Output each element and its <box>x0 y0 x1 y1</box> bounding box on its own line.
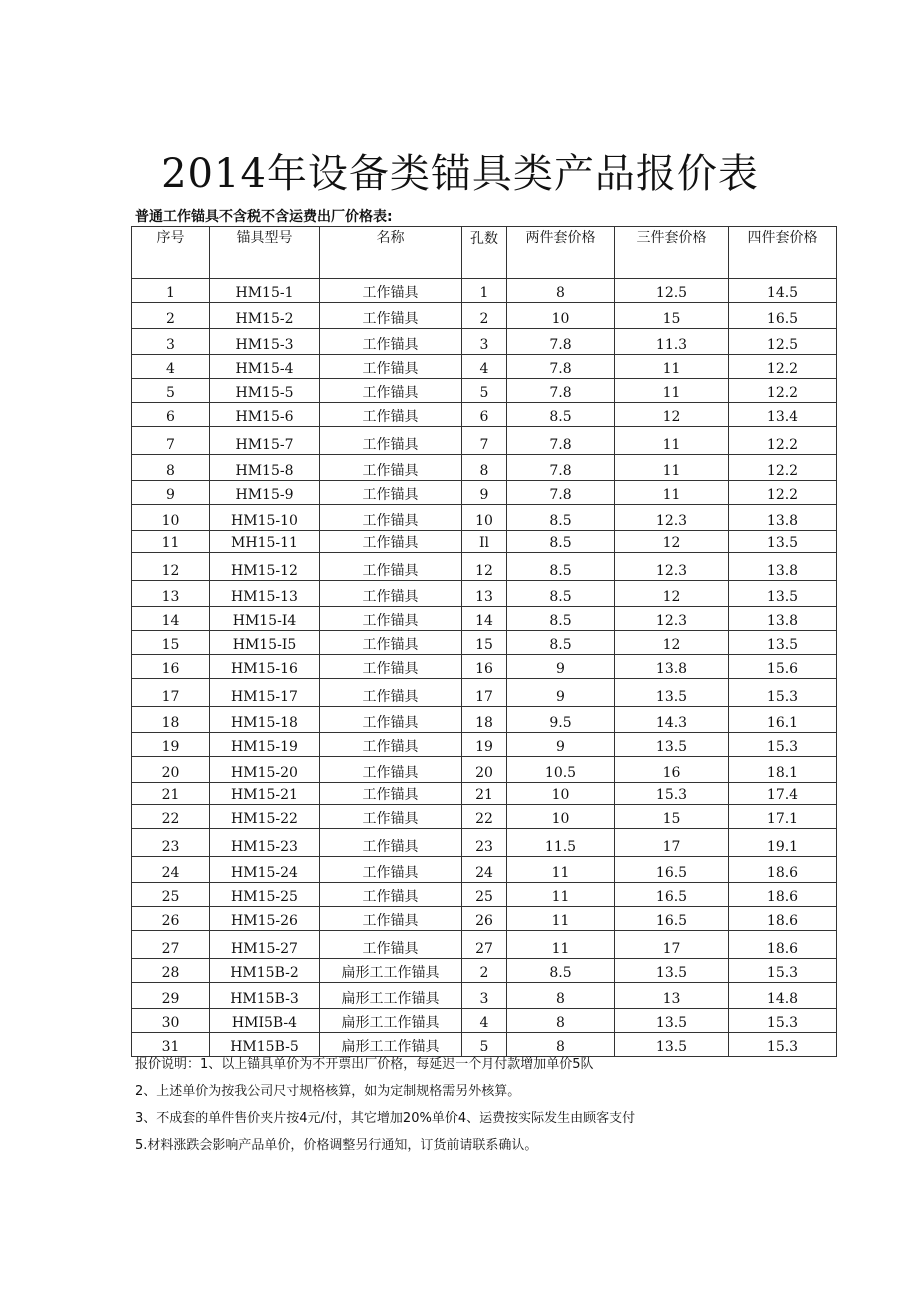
cell-seq: 4 <box>132 355 210 379</box>
cell-three-piece-price: 11.3 <box>615 329 729 355</box>
note-line: 2、上述单价为按我公司尺寸规格核算，如为定制规格需另外核算。 <box>135 1084 521 1099</box>
cell-name: 工作锚具 <box>320 655 462 679</box>
cell-name: 工作锚具 <box>320 329 462 355</box>
cell-two-piece-price: 7.8 <box>507 329 615 355</box>
cell-seq: 26 <box>132 907 210 931</box>
cell-holes: 21 <box>462 783 507 805</box>
table-row <box>132 303 837 329</box>
cell-name: 工作锚具 <box>320 783 462 805</box>
cell-holes: 22 <box>462 805 507 829</box>
table-row <box>132 427 837 455</box>
table-row <box>132 733 837 757</box>
cell-three-piece-price: 11 <box>615 379 729 403</box>
header-name: 名称 <box>320 227 462 279</box>
cell-two-piece-price: 8.5 <box>507 531 615 553</box>
cell-three-piece-price: 12.3 <box>615 505 729 531</box>
cell-four-piece-price: 13.5 <box>729 631 837 655</box>
cell-name: 工作锚具 <box>320 531 462 553</box>
table-row <box>132 607 837 631</box>
cell-four-piece-price: 18.6 <box>729 857 837 883</box>
cell-four-piece-price: 17.1 <box>729 805 837 829</box>
cell-model: HM15-20 <box>210 757 320 783</box>
cell-holes: 8 <box>462 455 507 481</box>
cell-four-piece-price: 12.2 <box>729 355 837 379</box>
cell-three-piece-price: 15 <box>615 303 729 329</box>
cell-two-piece-price: 11 <box>507 883 615 907</box>
cell-model: HMI5B-4 <box>210 1009 320 1033</box>
table-row <box>132 1009 837 1033</box>
cell-three-piece-price: 12 <box>615 403 729 427</box>
cell-model: HM15B-2 <box>210 959 320 983</box>
cell-three-piece-price: 12 <box>615 631 729 655</box>
cell-seq: 24 <box>132 857 210 883</box>
cell-four-piece-price: 13.8 <box>729 607 837 631</box>
cell-two-piece-price: 10 <box>507 805 615 829</box>
cell-name: 扁形工工作锚具 <box>320 1009 462 1033</box>
cell-model: HM15-9 <box>210 481 320 505</box>
cell-name: 工作锚具 <box>320 403 462 427</box>
cell-four-piece-price: 17.4 <box>729 783 837 805</box>
cell-model: HM15-21 <box>210 783 320 805</box>
cell-model: HM15-1 <box>210 279 320 303</box>
cell-seq: 18 <box>132 707 210 733</box>
cell-name: 扁形工工作锚具 <box>320 1033 462 1057</box>
cell-name: 工作锚具 <box>320 907 462 931</box>
cell-holes: 16 <box>462 655 507 679</box>
table-row <box>132 531 837 553</box>
cell-holes: 19 <box>462 733 507 757</box>
cell-holes: 5 <box>462 1033 507 1057</box>
note-line: 5.材料涨跌会影响产品单价，价格调整另行通知，订货前请联系确认。 <box>135 1138 538 1153</box>
cell-holes: 20 <box>462 757 507 783</box>
table-row <box>132 679 837 707</box>
table-header-row <box>132 227 837 279</box>
cell-three-piece-price: 17 <box>615 829 729 857</box>
cell-four-piece-price: 15.3 <box>729 1009 837 1033</box>
cell-seq: 20 <box>132 757 210 783</box>
cell-name: 工作锚具 <box>320 679 462 707</box>
cell-holes: 25 <box>462 883 507 907</box>
cell-holes: 2 <box>462 959 507 983</box>
cell-three-piece-price: 13.5 <box>615 1009 729 1033</box>
header-seq: 序号 <box>132 227 210 279</box>
cell-three-piece-price: 11 <box>615 427 729 455</box>
note-line: 3、不成套的单件售价夹片按4元/付，其它增加20%单价4、运费按实际发生由顾客支付 <box>135 1111 636 1126</box>
cell-name: 工作锚具 <box>320 757 462 783</box>
table-row <box>132 481 837 505</box>
cell-four-piece-price: 15.6 <box>729 655 837 679</box>
cell-two-piece-price: 8.5 <box>507 607 615 631</box>
cell-two-piece-price: 11 <box>507 931 615 959</box>
cell-name: 工作锚具 <box>320 455 462 481</box>
price-table <box>131 226 837 1057</box>
cell-three-piece-price: 11 <box>615 481 729 505</box>
cell-four-piece-price: 12.2 <box>729 455 837 481</box>
cell-model: HM15-I5 <box>210 631 320 655</box>
cell-seq: 23 <box>132 829 210 857</box>
cell-four-piece-price: 12.2 <box>729 427 837 455</box>
cell-holes: 23 <box>462 829 507 857</box>
cell-name: 工作锚具 <box>320 505 462 531</box>
cell-model: HM15-7 <box>210 427 320 455</box>
cell-seq: 2 <box>132 303 210 329</box>
cell-holes: 4 <box>462 1009 507 1033</box>
cell-four-piece-price: 18.6 <box>729 883 837 907</box>
cell-three-piece-price: 16.5 <box>615 857 729 883</box>
cell-three-piece-price: 16.5 <box>615 907 729 931</box>
cell-four-piece-price: 12.5 <box>729 329 837 355</box>
cell-two-piece-price: 11 <box>507 907 615 931</box>
cell-two-piece-price: 8.5 <box>507 403 615 427</box>
cell-model: HM15-4 <box>210 355 320 379</box>
table-body <box>132 279 837 1057</box>
cell-two-piece-price: 9 <box>507 679 615 707</box>
cell-seq: 12 <box>132 553 210 581</box>
cell-name: 工作锚具 <box>320 607 462 631</box>
cell-model: HM15-10 <box>210 505 320 531</box>
cell-holes: 3 <box>462 983 507 1009</box>
cell-seq: 28 <box>132 959 210 983</box>
table-row <box>132 581 837 607</box>
cell-seq: 5 <box>132 379 210 403</box>
cell-seq: 27 <box>132 931 210 959</box>
cell-model: HM15-3 <box>210 329 320 355</box>
cell-name: 工作锚具 <box>320 581 462 607</box>
cell-seq: 21 <box>132 783 210 805</box>
cell-holes: 7 <box>462 427 507 455</box>
cell-seq: 8 <box>132 455 210 481</box>
cell-two-piece-price: 11.5 <box>507 829 615 857</box>
table-row <box>132 757 837 783</box>
cell-two-piece-price: 7.8 <box>507 427 615 455</box>
header-model: 锚具型号 <box>210 227 320 279</box>
cell-model: HM15-22 <box>210 805 320 829</box>
table-row <box>132 907 837 931</box>
cell-four-piece-price: 15.3 <box>729 1033 837 1057</box>
cell-three-piece-price: 12 <box>615 531 729 553</box>
cell-four-piece-price: 16.1 <box>729 707 837 733</box>
cell-holes: 3 <box>462 329 507 355</box>
cell-holes: 18 <box>462 707 507 733</box>
cell-name: 工作锚具 <box>320 279 462 303</box>
table-row <box>132 455 837 481</box>
cell-holes: 17 <box>462 679 507 707</box>
cell-holes: 13 <box>462 581 507 607</box>
cell-three-piece-price: 11 <box>615 355 729 379</box>
cell-four-piece-price: 16.5 <box>729 303 837 329</box>
cell-seq: 29 <box>132 983 210 1009</box>
cell-two-piece-price: 8 <box>507 1033 615 1057</box>
cell-three-piece-price: 13.5 <box>615 959 729 983</box>
table-row <box>132 505 837 531</box>
cell-holes: 15 <box>462 631 507 655</box>
cell-two-piece-price: 8.5 <box>507 505 615 531</box>
table-subtitle: 普通工作锚具不含税不含运费出厂价格表: <box>135 209 393 225</box>
cell-two-piece-price: 11 <box>507 857 615 883</box>
table-row <box>132 553 837 581</box>
cell-holes: 26 <box>462 907 507 931</box>
table-row <box>132 329 837 355</box>
table-row <box>132 983 837 1009</box>
cell-two-piece-price: 10 <box>507 303 615 329</box>
header-four-piece-price: 四件套价格 <box>729 227 837 279</box>
cell-model: HM15-12 <box>210 553 320 581</box>
cell-two-piece-price: 8 <box>507 1009 615 1033</box>
cell-seq: 10 <box>132 505 210 531</box>
cell-seq: 30 <box>132 1009 210 1033</box>
cell-seq: 31 <box>132 1033 210 1057</box>
cell-name: 工作锚具 <box>320 427 462 455</box>
cell-three-piece-price: 15.3 <box>615 783 729 805</box>
cell-four-piece-price: 14.8 <box>729 983 837 1009</box>
cell-seq: 15 <box>132 631 210 655</box>
table-row <box>132 655 837 679</box>
cell-model: HM15-13 <box>210 581 320 607</box>
header-two-piece-price: 两件套价格 <box>507 227 615 279</box>
cell-two-piece-price: 7.8 <box>507 355 615 379</box>
cell-name: 工作锚具 <box>320 553 462 581</box>
table-row <box>132 805 837 829</box>
cell-two-piece-price: 10.5 <box>507 757 615 783</box>
cell-three-piece-price: 12 <box>615 581 729 607</box>
note-line: 报价说明：1、以上锚具单价为不开票出厂价格，每延迟一个月付款增加单价5队 <box>135 1057 594 1072</box>
cell-four-piece-price: 12.2 <box>729 379 837 403</box>
cell-four-piece-price: 15.3 <box>729 733 837 757</box>
cell-model: HM15-I4 <box>210 607 320 631</box>
cell-seq: 9 <box>132 481 210 505</box>
cell-seq: 19 <box>132 733 210 757</box>
cell-seq: 11 <box>132 531 210 553</box>
cell-model: HM15B-5 <box>210 1033 320 1057</box>
cell-model: HM15-16 <box>210 655 320 679</box>
cell-four-piece-price: 18.6 <box>729 931 837 959</box>
cell-name: 工作锚具 <box>320 805 462 829</box>
page-title: 2014年设备类锚具类产品报价表 <box>161 151 759 197</box>
cell-holes: 27 <box>462 931 507 959</box>
cell-holes: 9 <box>462 481 507 505</box>
cell-four-piece-price: 13.5 <box>729 531 837 553</box>
cell-two-piece-price: 7.8 <box>507 455 615 481</box>
cell-four-piece-price: 15.3 <box>729 679 837 707</box>
cell-four-piece-price: 15.3 <box>729 959 837 983</box>
table-row <box>132 931 837 959</box>
cell-two-piece-price: 8.5 <box>507 631 615 655</box>
cell-seq: 22 <box>132 805 210 829</box>
cell-two-piece-price: 8 <box>507 279 615 303</box>
cell-three-piece-price: 13.5 <box>615 1033 729 1057</box>
header-three-piece-price: 三件套价格 <box>615 227 729 279</box>
cell-name: 工作锚具 <box>320 733 462 757</box>
cell-two-piece-price: 7.8 <box>507 481 615 505</box>
cell-four-piece-price: 13.8 <box>729 505 837 531</box>
cell-model: HM15-19 <box>210 733 320 757</box>
cell-two-piece-price: 10 <box>507 783 615 805</box>
cell-name: 工作锚具 <box>320 303 462 329</box>
cell-holes: 4 <box>462 355 507 379</box>
cell-name: 工作锚具 <box>320 829 462 857</box>
cell-seq: 25 <box>132 883 210 907</box>
table-row <box>132 279 837 303</box>
cell-two-piece-price: 9 <box>507 733 615 757</box>
table-row <box>132 829 837 857</box>
cell-two-piece-price: 8.5 <box>507 959 615 983</box>
cell-three-piece-price: 11 <box>615 455 729 481</box>
cell-seq: 3 <box>132 329 210 355</box>
cell-holes: 10 <box>462 505 507 531</box>
cell-four-piece-price: 13.4 <box>729 403 837 427</box>
cell-name: 扁形工工作锚具 <box>320 983 462 1009</box>
cell-four-piece-price: 18.1 <box>729 757 837 783</box>
cell-model: MH15-11 <box>210 531 320 553</box>
cell-two-piece-price: 8.5 <box>507 581 615 607</box>
cell-model: HM15-24 <box>210 857 320 883</box>
cell-three-piece-price: 13.5 <box>615 733 729 757</box>
cell-holes: 12 <box>462 553 507 581</box>
price-notes <box>135 1051 635 1159</box>
cell-three-piece-price: 13.5 <box>615 679 729 707</box>
cell-three-piece-price: 13 <box>615 983 729 1009</box>
cell-name: 工作锚具 <box>320 857 462 883</box>
cell-holes: 14 <box>462 607 507 631</box>
cell-model: HM15-8 <box>210 455 320 481</box>
cell-two-piece-price: 9 <box>507 655 615 679</box>
table-row <box>132 707 837 733</box>
cell-four-piece-price: 18.6 <box>729 907 837 931</box>
cell-four-piece-price: 13.5 <box>729 581 837 607</box>
cell-model: HM15-6 <box>210 403 320 427</box>
cell-four-piece-price: 19.1 <box>729 829 837 857</box>
cell-seq: 1 <box>132 279 210 303</box>
table-row <box>132 857 837 883</box>
cell-four-piece-price: 14.5 <box>729 279 837 303</box>
table-row <box>132 883 837 907</box>
cell-holes: 1 <box>462 279 507 303</box>
cell-model: HM15-18 <box>210 707 320 733</box>
table-row <box>132 631 837 655</box>
cell-two-piece-price: 8 <box>507 983 615 1009</box>
cell-name: 工作锚具 <box>320 707 462 733</box>
cell-seq: 16 <box>132 655 210 679</box>
cell-model: HM15-23 <box>210 829 320 857</box>
cell-three-piece-price: 12.3 <box>615 553 729 581</box>
cell-three-piece-price: 16.5 <box>615 883 729 907</box>
cell-name: 工作锚具 <box>320 379 462 403</box>
cell-three-piece-price: 12.3 <box>615 607 729 631</box>
table-row <box>132 959 837 983</box>
cell-name: 工作锚具 <box>320 355 462 379</box>
cell-model: HM15-26 <box>210 907 320 931</box>
cell-three-piece-price: 17 <box>615 931 729 959</box>
cell-name: 工作锚具 <box>320 631 462 655</box>
cell-model: HM15B-3 <box>210 983 320 1009</box>
cell-name: 扁形工工作锚具 <box>320 959 462 983</box>
cell-model: HM15-25 <box>210 883 320 907</box>
cell-holes: 5 <box>462 379 507 403</box>
cell-model: HM15-5 <box>210 379 320 403</box>
cell-name: 工作锚具 <box>320 931 462 959</box>
cell-seq: 7 <box>132 427 210 455</box>
cell-two-piece-price: 9.5 <box>507 707 615 733</box>
cell-four-piece-price: 13.8 <box>729 553 837 581</box>
cell-holes: Il <box>462 531 507 553</box>
table-row <box>132 379 837 403</box>
cell-holes: 24 <box>462 857 507 883</box>
cell-seq: 14 <box>132 607 210 631</box>
cell-holes: 6 <box>462 403 507 427</box>
cell-three-piece-price: 15 <box>615 805 729 829</box>
cell-name: 工作锚具 <box>320 481 462 505</box>
table-row <box>132 403 837 427</box>
cell-two-piece-price: 7.8 <box>507 379 615 403</box>
header-holes: 孔数 <box>462 227 507 279</box>
cell-three-piece-price: 12.5 <box>615 279 729 303</box>
cell-seq: 6 <box>132 403 210 427</box>
cell-model: HM15-27 <box>210 931 320 959</box>
cell-model: HM15-2 <box>210 303 320 329</box>
cell-name: 工作锚具 <box>320 883 462 907</box>
cell-three-piece-price: 16 <box>615 757 729 783</box>
cell-two-piece-price: 8.5 <box>507 553 615 581</box>
table-row <box>132 355 837 379</box>
cell-three-piece-price: 14.3 <box>615 707 729 733</box>
cell-seq: 13 <box>132 581 210 607</box>
cell-model: HM15-17 <box>210 679 320 707</box>
cell-three-piece-price: 13.8 <box>615 655 729 679</box>
table-row <box>132 783 837 805</box>
cell-seq: 17 <box>132 679 210 707</box>
cell-four-piece-price: 12.2 <box>729 481 837 505</box>
cell-holes: 2 <box>462 303 507 329</box>
